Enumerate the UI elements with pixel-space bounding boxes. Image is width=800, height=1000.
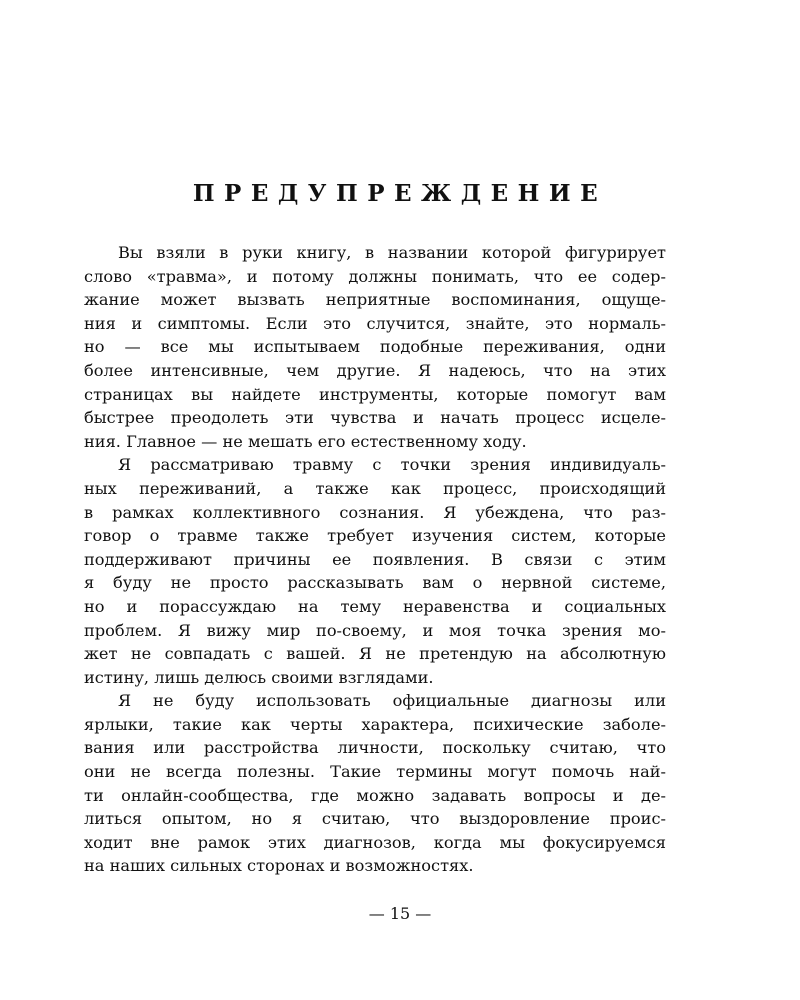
text-line: Я рассматриваю травму с точки зрения индивидуаль- (118, 455, 666, 475)
text-line: литься опытом, но я считаю, что выздоровление проис- (84, 809, 666, 829)
text-line: жет не совпадать с вашей. Я не претендую на абсолютную (84, 644, 666, 664)
text-line: Я не буду использовать официальные диагнозы или (118, 691, 666, 711)
text-line: но и порассуждаю на тему неравенства и социальных (84, 596, 666, 616)
text-line: ти онлайн-сообщества, где можно задавать вопросы и де- (84, 785, 666, 805)
text-line: я буду не просто рассказывать вам о нервной системе, (84, 573, 666, 593)
text-line: в рамках коллективного сознания. Я убеждена, что раз- (84, 502, 666, 522)
text-line: ходит вне рамок этих диагнозов, когда мы фокусируемся (84, 832, 666, 852)
page-number: — 15 — (368, 904, 432, 923)
text-line: истину, лишь делюсь своими взглядами. (84, 667, 434, 687)
text-line: слово «травма», и потому должны понимать, что ее содер- (84, 266, 666, 286)
text-line: ния и симптомы. Если это случится, знайте, это нормаль- (84, 313, 666, 333)
text-line: проблем. Я вижу мир по-своему, и моя точка зрения мо- (84, 620, 666, 640)
text-line: Вы взяли в руки книгу, в названии которой фигурирует (118, 243, 666, 262)
paragraph-2 (84, 453, 666, 689)
text-line: вания или расстройства личности, поскольку считаю, что (84, 738, 666, 758)
text-line: они не всегда полезны. Такие термины могут помочь най- (84, 762, 666, 782)
text-line: более интенсивные, чем другие. Я надеюсь, что на этих (84, 360, 666, 380)
page-title: ПРЕДУПРЕЖДЕНИЕ (192, 180, 608, 207)
text-line: страницах вы найдете инструменты, которые помогут вам (84, 384, 666, 404)
text-line: говор о травме также требует изучения систем, которые (84, 526, 666, 546)
paragraph-3 (84, 689, 666, 878)
text-line: поддерживают причины ее появления. В связи с этим (84, 549, 666, 569)
text-line: быстрее преодолеть эти чувства и начать процесс исцеле- (84, 408, 666, 428)
text-line: на наших сильных сторонах и возможностях. (84, 856, 474, 876)
text-line: ния. Главное — не мешать его естественному ходу. (84, 431, 527, 451)
paragraph-1 (84, 241, 666, 453)
text-line: ных переживаний, а также как процесс, происходящий (84, 478, 666, 498)
text-line: ярлыки, такие как черты характера, психические заболе- (84, 714, 666, 734)
text-line: но — все мы испытываем подобные переживания, одни (84, 337, 666, 357)
body-text (84, 241, 666, 878)
text-line: жание может вызвать неприятные воспоминания, ощуще- (84, 290, 666, 310)
